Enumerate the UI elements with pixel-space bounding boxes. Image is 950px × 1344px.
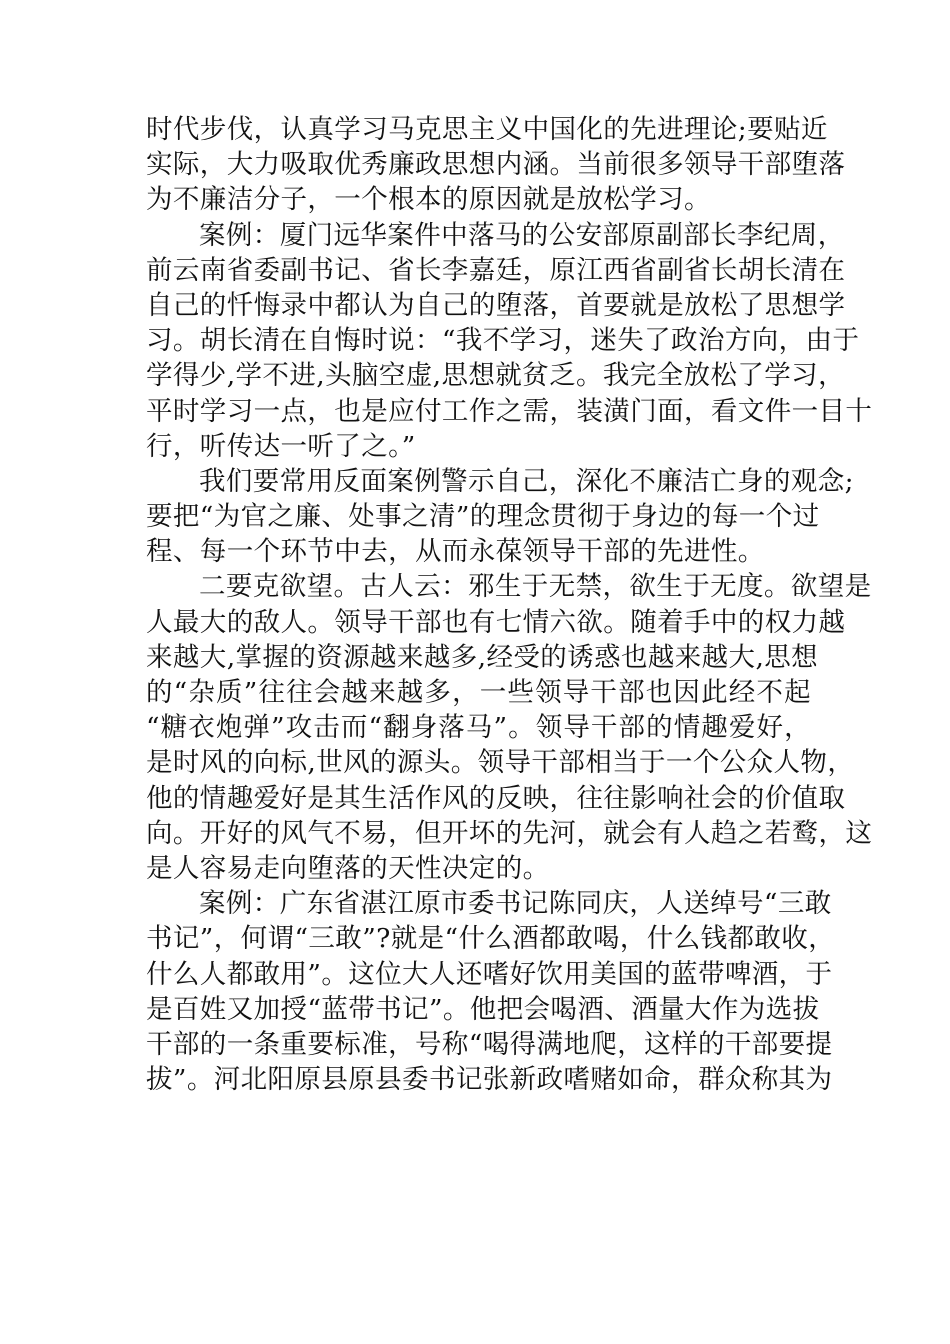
text-line: 习。胡长清在自悔时说：“我不学习，迷失了政治方向，由于	[146, 325, 860, 357]
text-line: 干部的一条重要标准，号称“喝得满地爬，这样的干部要提	[146, 1028, 833, 1060]
text-line: 行，听传达一听了之。”	[146, 430, 416, 462]
text-line: 要把“为官之廉、处事之清”的理念贯彻于身边的每一个过	[146, 501, 820, 533]
paragraph	[146, 569, 873, 886]
text-line: 我们要常用反面案例警示自己，深化不廉洁亡身的观念;	[199, 465, 854, 497]
text-line: 来越大,掌握的资源越来越多,经受的诱惑也越来越大,思想	[146, 641, 819, 673]
text-line: 人最大的敌人。领导干部也有七情六欲。随着手中的权力越	[146, 606, 846, 638]
text-line: 二要克欲望。古人云：邪生于无禁，欲生于无度。欲望是	[199, 571, 872, 603]
text-line: 实际，大力吸取优秀廉政思想内涵。当前很多领导干部堕落	[146, 149, 846, 181]
text-line: 他的情趣爱好是其生活作风的反映，往往影响社会的价值取	[146, 782, 846, 814]
text-line: 时代步伐，认真学习马克思主义中国化的先进理论;要贴近	[146, 114, 828, 145]
text-line: 案例：广东省湛江原市委书记陈同庆，人送绰号“三敢	[199, 888, 832, 920]
text-line: 自己的忏悔录中都认为自己的堕落，首要就是放松了思想学	[146, 289, 846, 321]
text-line: 平时学习一点，也是应付工作之需，装潢门面，看文件一目十	[146, 395, 873, 427]
text-line: 是百姓又加授“蓝带书记”。他把会喝酒、酒量大作为选拔	[146, 993, 820, 1025]
text-line: 为不廉洁分子，一个根本的原因就是放松学习。	[146, 184, 711, 216]
text-line: 前云南省委副书记、省长李嘉廷，原江西省副省长胡长清在	[146, 254, 846, 286]
text-line: 什么人都敢用”。这位大人还嗜好饮用美国的蓝带啤酒，于	[146, 958, 833, 990]
text-line: 程、每一个环节中去，从而永葆领导干部的先进性。	[146, 536, 765, 568]
paragraph	[146, 464, 854, 570]
text-line: 的“杂质”往往会越来越多，一些领导干部也因此经不起	[146, 677, 811, 708]
paragraph	[146, 112, 846, 218]
text-line: 拔”。河北阳原县原县委书记张新政嗜赌如命，群众称其为	[146, 1064, 833, 1096]
text-line: 案例：厦门远华案件中落马的公安部原副部长李纪周，	[199, 219, 845, 251]
text-line: 是时风的向标,世风的源头。领导干部相当于一个公众人物，	[146, 747, 855, 779]
body-text	[146, 112, 873, 1097]
text-line: 向。开好的风气不易，但开坏的先河，就会有人趋之若鹜，这	[146, 817, 873, 849]
text-line: 书记”，何谓“三敢”?就是“什么酒都敢喝，什么钱都敢收，	[146, 923, 836, 955]
text-line: 学得少,学不进,头脑空虚,思想就贫乏。我完全放松了学习，	[146, 360, 845, 392]
text-line: 是人容易走向堕落的天性决定的。	[146, 852, 550, 884]
paragraph	[146, 886, 836, 1097]
text-line: “糖衣炮弹”攻击而“翻身落马”。领导干部的情趣爱好，	[146, 712, 811, 744]
paragraph	[146, 218, 873, 464]
